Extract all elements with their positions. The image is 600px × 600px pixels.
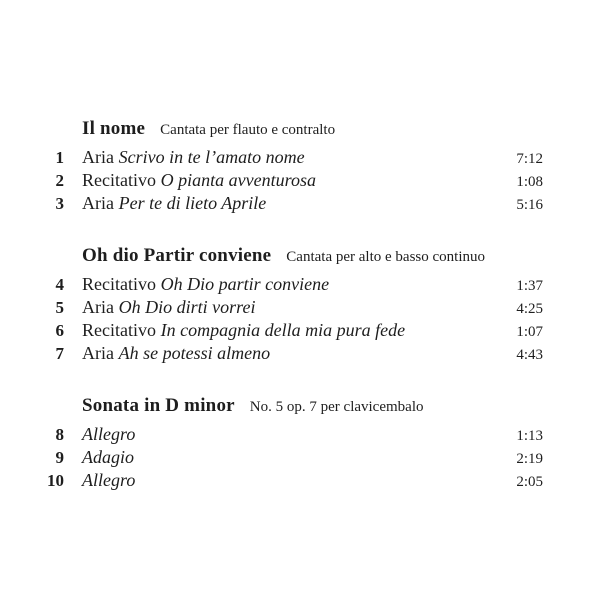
track-title-text: Ah se potessi almeno [118,343,271,363]
track-row [0,170,543,193]
track-title-text: In compagnia della mia pura fede [160,320,406,340]
track-title [64,193,516,214]
track-title [64,147,516,168]
track-title [64,424,516,445]
track-row [0,193,543,216]
section-title: Sonata in D minor [82,395,235,416]
track-number: 7 [55,344,64,363]
section-title: Oh dio Partir conviene [82,245,272,266]
section-subtitle: Cantata per alto e basso continuo [286,249,485,265]
track-number: 5 [55,298,64,317]
track-title-text: Oh Dio dirti vorrei [118,297,256,317]
track-title-text: Allegro [82,470,136,490]
track-time: 4:43 [516,347,543,363]
track-title [64,274,516,295]
track-prefix: Aria [82,343,114,363]
track-row [0,274,543,297]
track-prefix: Recitativo [82,274,156,294]
track-time: 1:07 [516,324,543,340]
track-time: 2:05 [516,474,543,490]
track-number: 4 [55,275,64,294]
track-number: 10 [47,471,64,490]
track-number: 2 [55,171,64,190]
track-title [64,320,516,341]
track-prefix: Recitativo [82,320,156,340]
track-time: 5:16 [516,197,543,213]
track-time: 2:19 [516,451,543,467]
track-title [64,170,516,191]
track-title-text: O pianta avventurosa [160,170,316,190]
section-sonata-in-d-minor [0,394,543,493]
section-heading [82,394,543,419]
track-number: 3 [55,194,64,213]
track-title-text: Adagio [82,447,134,467]
track-row [0,470,543,493]
track-number: 9 [55,448,64,467]
track-title-text: Oh Dio partir conviene [160,274,330,294]
track-row [0,147,543,170]
track-time: 4:25 [516,301,543,317]
track-prefix: Recitativo [82,170,156,190]
section-subtitle: Cantata per flauto e contralto [160,122,336,138]
track-row [0,424,543,447]
track-title [64,343,516,364]
track-time: 1:13 [516,428,543,444]
section-subtitle: No. 5 op. 7 per clavicembalo [249,399,424,415]
track-title [64,297,516,318]
section-il-nome [0,117,543,216]
track-title-text: Allegro [82,424,136,444]
track-row [0,320,543,343]
section-title: Il nome [82,118,146,139]
track-title-text: Per te di lieto Aprile [118,193,267,213]
track-time: 1:37 [516,278,543,294]
section-oh-dio-partir-conviene [0,244,543,366]
track-number: 8 [55,425,64,444]
section-heading [82,117,543,142]
section-heading [82,244,543,269]
track-row [0,297,543,320]
track-time: 7:12 [516,151,543,167]
track-number: 6 [55,321,64,340]
track-title [64,470,516,491]
track-prefix: Aria [82,147,114,167]
track-row [0,447,543,470]
track-number: 1 [55,148,64,167]
track-title-text: Scrivo in te l’amato nome [118,147,305,167]
track-title [64,447,516,468]
track-prefix: Aria [82,193,114,213]
track-row [0,343,543,366]
track-time: 1:08 [516,174,543,190]
track-prefix: Aria [82,297,114,317]
